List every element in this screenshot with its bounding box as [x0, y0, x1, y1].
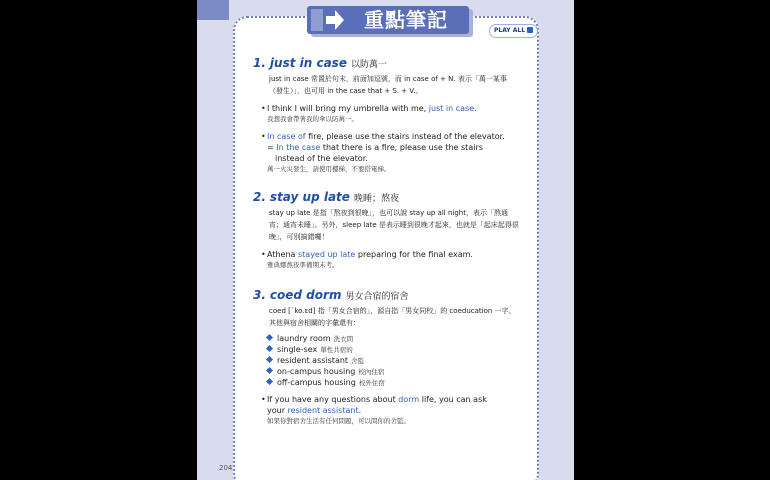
- vocab-item: single-sex 單性共宿的: [267, 344, 517, 355]
- vocab-list: [267, 333, 517, 388]
- arrow-right-icon: [325, 8, 345, 32]
- bullet-icon: •: [261, 132, 266, 141]
- section-heading: [253, 188, 521, 204]
- diamond-bullet-icon: [266, 367, 273, 374]
- highlighted-phrase: stayed up late: [297, 250, 356, 259]
- section-just-in-case: [253, 54, 521, 175]
- section-coed-dorm: [253, 286, 521, 427]
- section-phrase: coed dorm: [269, 288, 342, 302]
- bullet-icon: •: [261, 395, 266, 404]
- section-heading: [253, 286, 521, 302]
- highlighted-phrase: In the case: [276, 143, 321, 152]
- diamond-bullet-icon: [266, 334, 273, 341]
- example-sentence: • Athena stayed up late preparing for the final exam. 雅典娜熬夜準備期末考。: [267, 249, 521, 271]
- page-number: 204: [219, 464, 233, 472]
- vocab-item: laundry room 洗衣間: [267, 333, 517, 344]
- section-phrase: stay up late: [269, 190, 350, 204]
- example-sentence: • If you have any questions about dorm life, you can ask your resident assistant. 如果你對宿舍生活有任何問題，可以問你的舍監。: [267, 394, 521, 427]
- section-description: coed [ˋko.ɛd] 指「男女合宿的」，源自指「男女同校」的 coeducation 一字。其他與宿舍相關的字彙還有：: [269, 307, 516, 327]
- example-translation: 如果你對宿舍生活有任何問題，可以問你的舍監。: [267, 417, 410, 425]
- bullet-icon: •: [261, 250, 266, 259]
- vocab-item: off-campus housing 校外住宿: [267, 377, 517, 388]
- vocab-item: on-campus housing 校內住宿: [267, 366, 517, 377]
- section-description: just in case 常置於句末，前面加逗號，而 in case of + N. 表示「萬一某事（發生）」，也可用 in the case that + S. + V.。: [269, 75, 507, 95]
- section-description: stay up late 是指「熬夜到很晚」，也可以說 stay up all night，表示「熬通宵；通宵未睡」。另外，sleep late 是表示睡到很晚才起來，也就是「起床起得很晚」，可別搞錯囉！: [269, 209, 519, 241]
- section-number: 2.: [253, 190, 266, 204]
- textbook-page: [197, 0, 574, 480]
- example-sentence: • In case of fire, please use the stairs instead of the elevator. = In the case that there is a fire, please use the stairs instead of the elevator. 萬一火災發生，請使用樓梯，不要搭電梯。: [267, 131, 521, 175]
- play-all-button[interactable]: [489, 24, 538, 38]
- section-number: 3.: [253, 288, 266, 302]
- corner-tab: [197, 0, 229, 20]
- diamond-bullet-icon: [266, 356, 273, 363]
- speaker-icon: [527, 27, 533, 33]
- bullet-icon: •: [261, 104, 266, 113]
- diamond-bullet-icon: [266, 378, 273, 385]
- title-bar-decoration: [311, 9, 323, 31]
- section-meaning: 以防萬一: [350, 60, 387, 70]
- section-meaning: 男女合宿的宿舍: [345, 292, 409, 302]
- highlighted-phrase: dorm: [398, 395, 420, 404]
- diamond-bullet-icon: [266, 345, 273, 352]
- highlighted-phrase: In case of: [267, 132, 306, 141]
- highlighted-phrase: resident assistant: [287, 406, 359, 415]
- section-stay-up-late: [253, 188, 521, 271]
- page-title: 重點筆記: [364, 8, 448, 32]
- highlighted-phrase: just in case: [428, 104, 475, 113]
- section-heading: [253, 54, 521, 70]
- vocab-item: resident assistant 舍監: [267, 355, 517, 366]
- play-all-label: PLAY ALL: [494, 27, 526, 34]
- section-phrase: just in case: [269, 56, 347, 70]
- example-translation: 萬一火災發生，請使用樓梯，不要搭電梯。: [267, 165, 391, 173]
- example-sentence: • I think I will bring my umbrella with me, just in case. 我想我會帶著我的傘以防萬一。: [267, 103, 521, 125]
- example-translation: 雅典娜熬夜準備期末考。: [267, 261, 339, 269]
- section-meaning: 晚睡；熬夜: [353, 194, 399, 204]
- example-translation: 我想我會帶著我的傘以防萬一。: [267, 115, 358, 123]
- section-number: 1.: [253, 56, 266, 70]
